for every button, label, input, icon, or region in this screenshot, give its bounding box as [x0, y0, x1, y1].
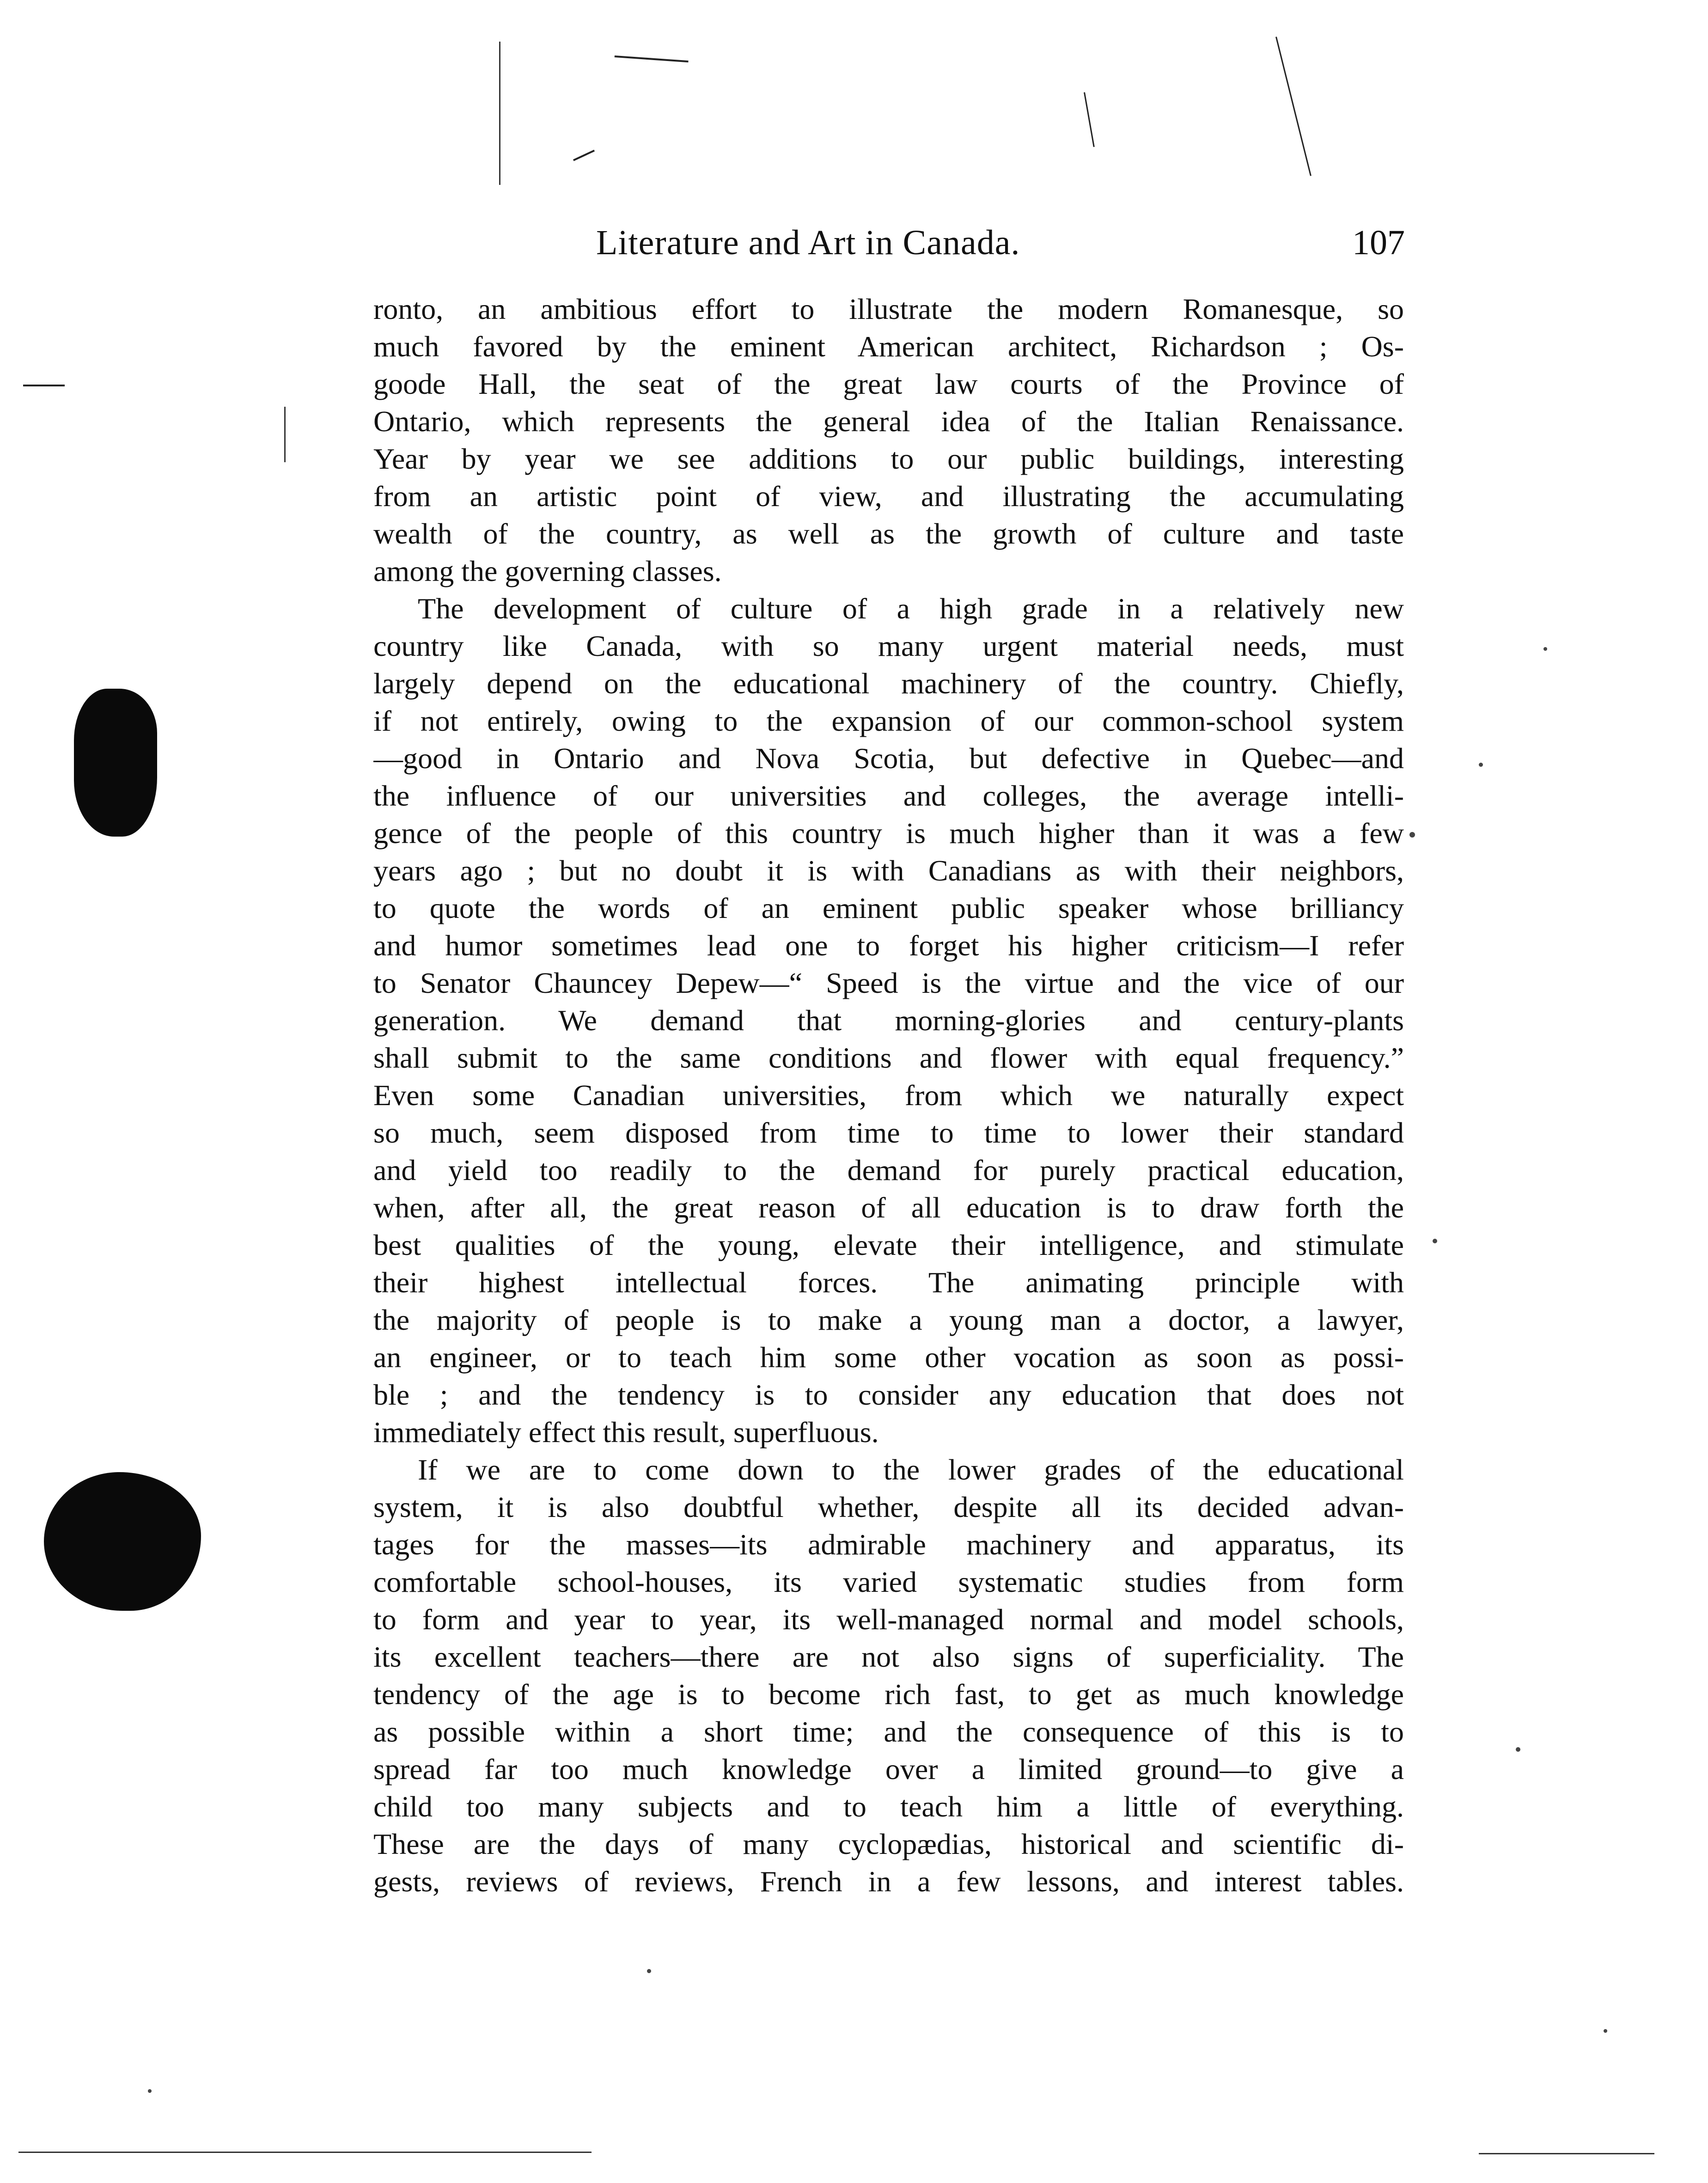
speck	[1543, 647, 1547, 651]
text-line: generation. We demand that morning-glories and century-plants	[373, 1004, 1404, 1037]
text-line: gence of the people of this country is much higher than it was a few	[373, 817, 1404, 850]
text-line: much favored by the eminent American architect, Richardson ; Os-	[373, 330, 1404, 363]
page-number: 107	[1352, 223, 1405, 262]
speck	[148, 2089, 152, 2093]
text-line: to quote the words of an eminent public speaker whose brilliancy	[373, 892, 1404, 924]
speck	[1433, 1239, 1437, 1243]
stray-mark	[573, 150, 595, 161]
body-text	[373, 290, 1404, 1900]
text-line: ronto, an ambitious effort to illustrate the modern Romanesque, so	[373, 293, 1404, 325]
text-line: and humor sometimes lead one to forget his higher criticism—I refer	[373, 929, 1404, 962]
text-line: an engineer, or to teach him some other vocation as soon as possi-	[373, 1341, 1404, 1374]
text-line: when, after all, the great reason of all education is to draw forth the	[373, 1191, 1404, 1224]
bottom-edge-line	[1479, 2153, 1654, 2154]
text-line: gests, reviews of reviews, French in a few lessons, and interest tables.	[373, 1865, 1404, 1898]
text-line: country like Canada, with so many urgent material needs, must	[373, 630, 1404, 662]
text-line: its excellent teachers—there are not also signs of superficiality. The	[373, 1640, 1404, 1673]
running-title: Literature and Art in Canada.	[596, 223, 1020, 262]
text-line: and yield too readily to the demand for purely practical education,	[373, 1154, 1404, 1186]
text-line: so much, seem disposed from time to time to lower their standard	[373, 1116, 1404, 1149]
speck	[647, 1969, 651, 1973]
bottom-edge-line	[18, 2152, 592, 2153]
text-line: These are the days of many cyclopædias, historical and scientific di-	[373, 1828, 1404, 1860]
text-line: If we are to come down to the lower grades of the educational	[418, 1453, 1404, 1486]
text-line: Year by year we see additions to our public buildings, interesting	[373, 442, 1404, 475]
text-line: best qualities of the young, elevate their intelligence, and stimulate	[373, 1229, 1404, 1261]
ink-blot	[44, 1472, 201, 1611]
speck	[1604, 2029, 1607, 2033]
text-line: from an artistic point of view, and illustrating the accumulating	[373, 480, 1404, 513]
ink-blot	[74, 689, 157, 837]
text-line: tendency of the age is to become rich fast, to get as much knowledge	[373, 1678, 1404, 1711]
text-line: system, it is also doubtful whether, despite all its decided advan-	[373, 1491, 1404, 1523]
text-line: comfortable school-houses, its varied systematic studies from form	[373, 1565, 1404, 1598]
text-line: spread far too much knowledge over a limited ground—to give a	[373, 1753, 1404, 1786]
speck	[1479, 763, 1483, 767]
text-line: Ontario, which represents the general idea of the Italian Renaissance.	[373, 405, 1404, 438]
stray-mark	[23, 385, 65, 386]
text-line: goode Hall, the seat of the great law courts of the Province of	[373, 367, 1404, 400]
text-line: years ago ; but no doubt it is with Canadians as with their neighbors,	[373, 854, 1404, 887]
text-line: to Senator Chauncey Depew—“ Speed is the virtue and the vice of our	[373, 966, 1404, 999]
text-line: The development of culture of a high grade in a relatively new	[418, 592, 1404, 625]
text-line: tages for the masses—its admirable machinery and apparatus, its	[373, 1528, 1404, 1561]
text-line: their highest intellectual forces. The animating principle with	[373, 1266, 1404, 1299]
text-line: shall submit to the same conditions and flower with equal frequency.”	[373, 1041, 1404, 1074]
stray-mark	[615, 55, 689, 62]
margin-mark	[284, 407, 286, 462]
text-line: wealth of the country, as well as the growth of culture and taste	[373, 517, 1404, 550]
text-line: largely depend on the educational machinery of the country. Chiefly,	[373, 667, 1404, 700]
text-line: child too many subjects and to teach him a little of everything.	[373, 1790, 1404, 1823]
running-head	[596, 217, 1405, 268]
text-line: among the governing classes.	[373, 555, 722, 587]
text-line: —good in Ontario and Nova Scotia, but defective in Quebec—and	[373, 742, 1404, 775]
text-line: to form and year to year, its well-managed normal and model schools,	[373, 1603, 1404, 1636]
text-line: the influence of our universities and colleges, the average intelli-	[373, 779, 1404, 812]
margin-line	[499, 42, 500, 185]
text-line: as possible within a short time; and the consequence of this is to	[373, 1715, 1404, 1748]
text-line: the majority of people is to make a young man a doctor, a lawyer,	[373, 1303, 1404, 1336]
stray-mark	[1275, 37, 1312, 176]
text-line: ble ; and the tendency is to consider any education that does not	[373, 1378, 1404, 1411]
stray-mark	[1084, 92, 1095, 147]
text-line: if not entirely, owing to the expansion of our common-school system	[373, 704, 1404, 737]
speck	[1409, 832, 1415, 838]
text-line: immediately effect this result, superfluous.	[373, 1416, 879, 1449]
speck	[1516, 1747, 1520, 1752]
text-line: Even some Canadian universities, from which we naturally expect	[373, 1079, 1404, 1112]
